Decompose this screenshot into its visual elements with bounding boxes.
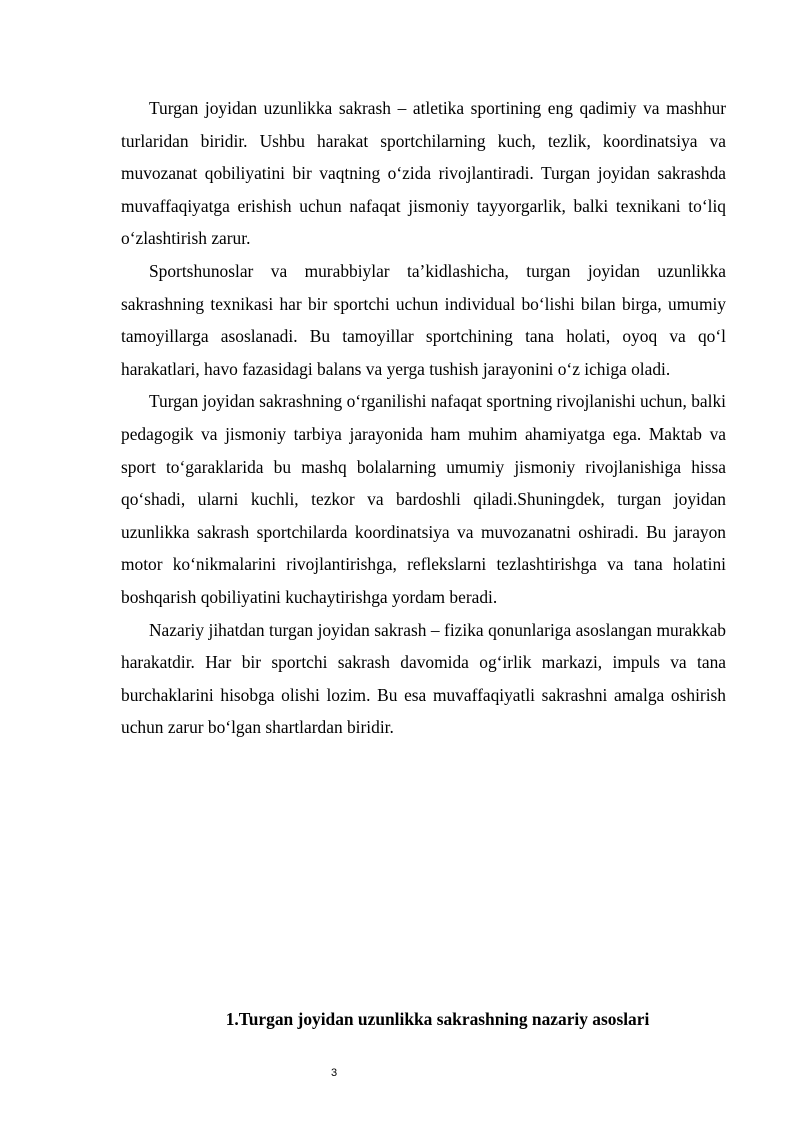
page-number: 3 [330, 1067, 338, 1079]
paragraph-intro: Turgan joyidan uzunlikka sakrash – atletika sportining eng qadimiy va mashhur turlaridan biridir. Ushbu harakat sportchilarning kuch, tezlik, koordinatsiya va muvozanat qobiliyatini bir vaqtning o‘zida rivojlantiradi. Turgan joyidan sakrashda muvaffaqiyatga erishish uchun nafaqat jismoniy tayyorgarlik, balki texnikani to‘liq o‘zlashtirish zarur. [121, 98, 726, 249]
section-heading: 1.Turgan joyidan uzunlikka sakrashning nazariy asoslari [225, 1009, 650, 1029]
paragraph-pedagogy: Turgan joyidan sakrashning o‘rganilishi nafaqat sportning rivojlanishi uchun, balki pedagogik va jismoniy tarbiya jarayonida ham muhim ahamiyatga ega. Maktab va sport to‘garaklarida bu mashq bolalarning umumiy jismoniy rivojlanishiga hissa qo‘shadi, ularni kuchli, tezkor va bardoshli qiladi.Shuningdek, turgan joyidan uzunlikka sakrash sportchilarda koordinatsiya va muvozanatni oshiradi. Bu jarayon motor ko‘nikmalarini rivojlantirishga, reflekslarni tezlashtirishga va tana holatini boshqarish qobiliyatini kuchaytirishga yordam beradi. [121, 391, 726, 607]
paragraph-technique: Sportshunoslar va murabbiylar ta’kidlashicha, turgan joyidan uzunlikka sakrashning texnikasi har bir sportchi uchun individual bo‘lishi bilan birga, umumiy tamoyillarga asoslanadi. Bu tamoyillar sportchining tana holati, oyoq va qo‘l harakatlari, havo fazasidagi balans va yerga tushish jarayonini o‘z ichiga oladi. [121, 260, 726, 379]
body-text [121, 92, 726, 744]
paragraph-theory: Nazariy jihatdan turgan joyidan sakrash – fizika qonunlariga asoslangan murakkab harakatdir. Har bir sportchi sakrash davomida og‘irlik markazi, impuls va tana burchaklarini hisobga olishi lozim. Bu esa muvaffaqiyatli sakrashni amalga oshirish uchun zarur bo‘lgan shartlardan biridir. [121, 619, 726, 738]
